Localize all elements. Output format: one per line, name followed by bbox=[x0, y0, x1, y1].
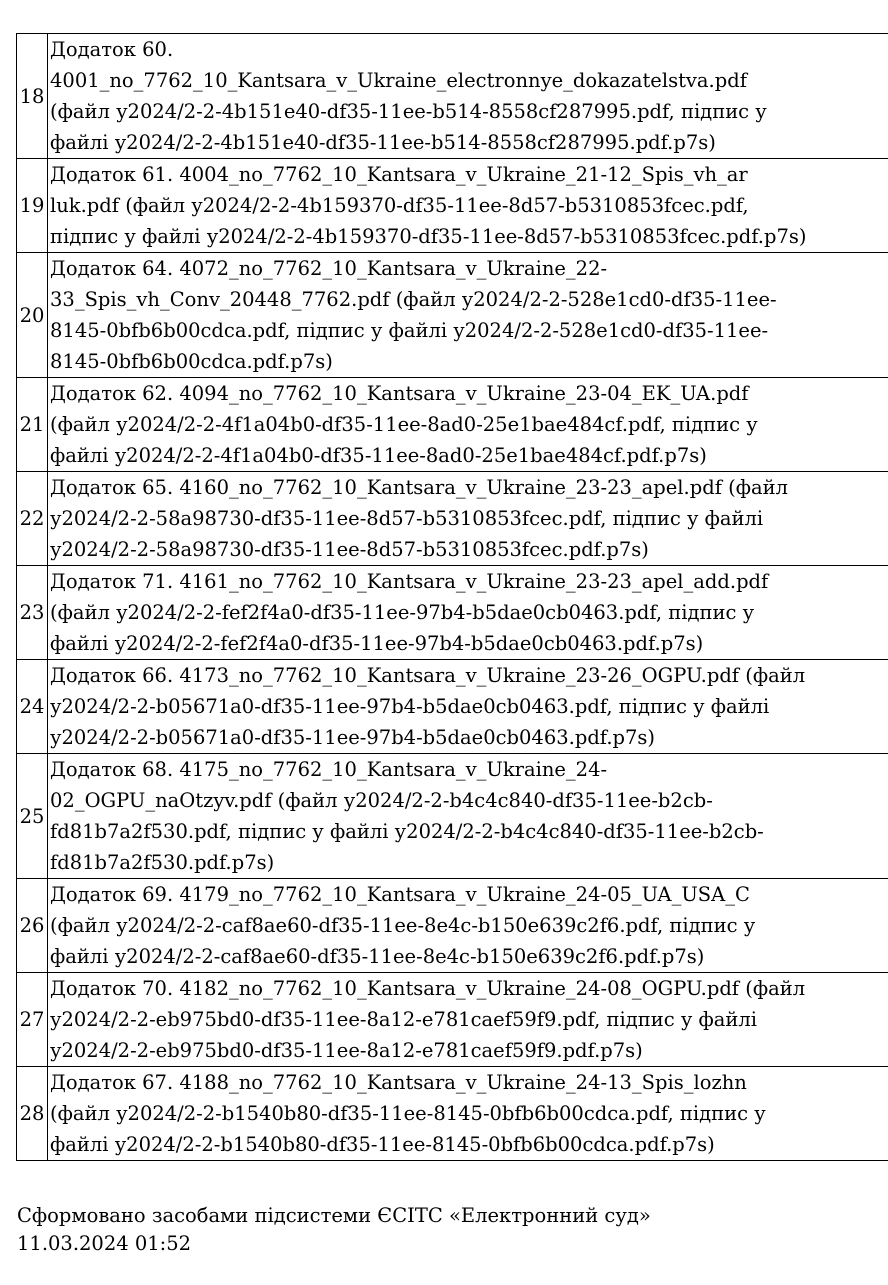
attachment-description bbox=[48, 660, 888, 754]
attachment-description bbox=[48, 378, 888, 472]
attachment-text-line: файлі у2024/2-2-fef2f4a0-df35-11ee-97b4-b5dae0cb0463.pdf.p7s) bbox=[50, 632, 704, 655]
attachment-description bbox=[48, 879, 888, 973]
attachment-text-line: Додаток 65. 4160_no_7762_10_Kantsara_v_Ukraine_23-23_apel.pdf (файл bbox=[50, 476, 788, 499]
attachment-description bbox=[48, 472, 888, 566]
attachment-description bbox=[48, 1067, 888, 1161]
attachment-text-line: у2024/2-2-58a98730-df35-11ee-8d57-b5310853fcec.pdf, підпис у файлі bbox=[50, 507, 764, 530]
attachment-description bbox=[48, 754, 888, 879]
attachment-text-line: Додаток 66. 4173_no_7762_10_Kantsara_v_Ukraine_23-26_OGPU.pdf (файл bbox=[50, 664, 806, 687]
attachment-text-line: 8145-0bfb6b00cdca.pdf, підпис у файлі у2024/2-2-528e1cd0-df35-11ee- bbox=[50, 319, 769, 342]
table-row bbox=[17, 754, 888, 879]
document-footer bbox=[17, 1202, 651, 1258]
table-row bbox=[17, 660, 888, 754]
attachment-text-line: Додаток 67. 4188_no_7762_10_Kantsara_v_Ukraine_24-13_Spis_lozhn bbox=[50, 1071, 747, 1094]
row-number: 25 bbox=[17, 754, 48, 879]
row-number: 28 bbox=[17, 1067, 48, 1161]
attachment-text-line: файлі у2024/2-2-caf8ae60-df35-11ee-8e4c-b150e639c2f6.pdf.p7s) bbox=[50, 945, 705, 968]
attachment-text-line: 33_Spis_vh_Conv_20448_7762.pdf (файл у2024/2-2-528e1cd0-df35-11ee- bbox=[50, 288, 777, 311]
table-row bbox=[17, 378, 888, 472]
attachment-text-line: Додаток 68. 4175_no_7762_10_Kantsara_v_Ukraine_24- bbox=[50, 758, 608, 781]
attachments-table-wrapper bbox=[16, 33, 888, 1161]
table-row bbox=[17, 472, 888, 566]
table-row bbox=[17, 566, 888, 660]
attachment-description bbox=[48, 34, 888, 159]
attachment-text-line: у2024/2-2-b05671a0-df35-11ee-97b4-b5dae0cb0463.pdf, підпис у файлі bbox=[50, 695, 770, 718]
attachment-description bbox=[48, 159, 888, 253]
attachment-text-line: у2024/2-2-58a98730-df35-11ee-8d57-b5310853fcec.pdf.p7s) bbox=[50, 538, 649, 561]
row-number: 18 bbox=[17, 34, 48, 159]
attachment-text-line: файлі у2024/2-2-4b151e40-df35-11ee-b514-8558cf287995.pdf.p7s) bbox=[50, 131, 716, 154]
attachment-text-line: (файл у2024/2-2-caf8ae60-df35-11ee-8e4c-b150e639c2f6.pdf, підпис у bbox=[50, 914, 756, 937]
footer-generated-by: Сформовано засобами підсистеми ЄСІТС «Електронний суд» bbox=[17, 1204, 651, 1227]
attachment-text-line: (файл у2024/2-2-fef2f4a0-df35-11ee-97b4-b5dae0cb0463.pdf, підпис у bbox=[50, 601, 755, 624]
row-number: 19 bbox=[17, 159, 48, 253]
row-number: 22 bbox=[17, 472, 48, 566]
attachment-text-line: Додаток 62. 4094_no_7762_10_Kantsara_v_Ukraine_23-04_EK_UA.pdf bbox=[50, 382, 749, 405]
attachment-text-line: luk.pdf (файл у2024/2-2-4b159370-df35-11ee-8d57-b5310853fcec.pdf, bbox=[50, 194, 749, 217]
attachment-text-line: у2024/2-2-eb975bd0-df35-11ee-8a12-e781caef59f9.pdf.p7s) bbox=[50, 1039, 643, 1062]
attachment-description bbox=[48, 973, 888, 1067]
attachment-text-line: файлі у2024/2-2-4f1a04b0-df35-11ee-8ad0-25e1bae484cf.pdf.p7s) bbox=[50, 444, 707, 467]
attachment-text-line: fd81b7a2f530.pdf.p7s) bbox=[50, 851, 275, 874]
attachment-text-line: 4001_no_7762_10_Kantsara_v_Ukraine_electronnye_dokazatelstva.pdf bbox=[50, 69, 747, 92]
row-number: 27 bbox=[17, 973, 48, 1067]
attachment-text-line: Додаток 71. 4161_no_7762_10_Kantsara_v_Ukraine_23-23_apel_add.pdf bbox=[50, 570, 769, 593]
table-row bbox=[17, 253, 888, 378]
attachment-text-line: fd81b7a2f530.pdf, підпис у файлі у2024/2-2-b4c4c840-df35-11ee-b2cb- bbox=[50, 820, 764, 843]
attachment-text-line: підпис у файлі у2024/2-2-4b159370-df35-11ee-8d57-b5310853fcec.pdf.p7s) bbox=[50, 225, 807, 248]
attachment-text-line: (файл у2024/2-2-b1540b80-df35-11ee-8145-0bfb6b00cdca.pdf, підпис у bbox=[50, 1102, 766, 1125]
row-number: 20 bbox=[17, 253, 48, 378]
footer-timestamp: 11.03.2024 01:52 bbox=[17, 1232, 192, 1255]
attachment-text-line: Додаток 61. 4004_no_7762_10_Kantsara_v_Ukraine_21-12_Spis_vh_ar bbox=[50, 163, 748, 186]
row-number: 23 bbox=[17, 566, 48, 660]
table-row bbox=[17, 159, 888, 253]
table-row bbox=[17, 34, 888, 159]
attachment-text-line: файлі у2024/2-2-b1540b80-df35-11ee-8145-0bfb6b00cdca.pdf.p7s) bbox=[50, 1133, 715, 1156]
attachment-text-line: у2024/2-2-eb975bd0-df35-11ee-8a12-e781caef59f9.pdf, підпис у файлі bbox=[50, 1008, 757, 1031]
attachments-table-body bbox=[17, 34, 888, 1161]
attachment-text-line: (файл у2024/2-2-4f1a04b0-df35-11ee-8ad0-25e1bae484cf.pdf, підпис у bbox=[50, 413, 758, 436]
attachment-text-line: 02_OGPU_naOtzyv.pdf (файл у2024/2-2-b4c4c840-df35-11ee-b2cb- bbox=[50, 789, 713, 812]
attachment-description bbox=[48, 566, 888, 660]
row-number: 26 bbox=[17, 879, 48, 973]
attachment-text-line: Додаток 64. 4072_no_7762_10_Kantsara_v_Ukraine_22- bbox=[50, 257, 608, 280]
table-row bbox=[17, 1067, 888, 1161]
row-number: 24 bbox=[17, 660, 48, 754]
table-row bbox=[17, 973, 888, 1067]
attachment-text-line: у2024/2-2-b05671a0-df35-11ee-97b4-b5dae0cb0463.pdf.p7s) bbox=[50, 726, 656, 749]
attachment-description bbox=[48, 253, 888, 378]
attachment-text-line: Додаток 70. 4182_no_7762_10_Kantsara_v_Ukraine_24-08_OGPU.pdf (файл bbox=[50, 977, 806, 1000]
attachment-text-line: Додаток 60. bbox=[50, 38, 174, 61]
attachment-text-line: (файл у2024/2-2-4b151e40-df35-11ee-b514-8558cf287995.pdf, підпис у bbox=[50, 100, 767, 123]
row-number: 21 bbox=[17, 378, 48, 472]
attachment-text-line: 8145-0bfb6b00cdca.pdf.p7s) bbox=[50, 350, 333, 373]
attachment-text-line: Додаток 69. 4179_no_7762_10_Kantsara_v_Ukraine_24-05_UA_USA_C bbox=[50, 883, 750, 906]
table-row bbox=[17, 879, 888, 973]
attachments-table bbox=[16, 33, 888, 1161]
